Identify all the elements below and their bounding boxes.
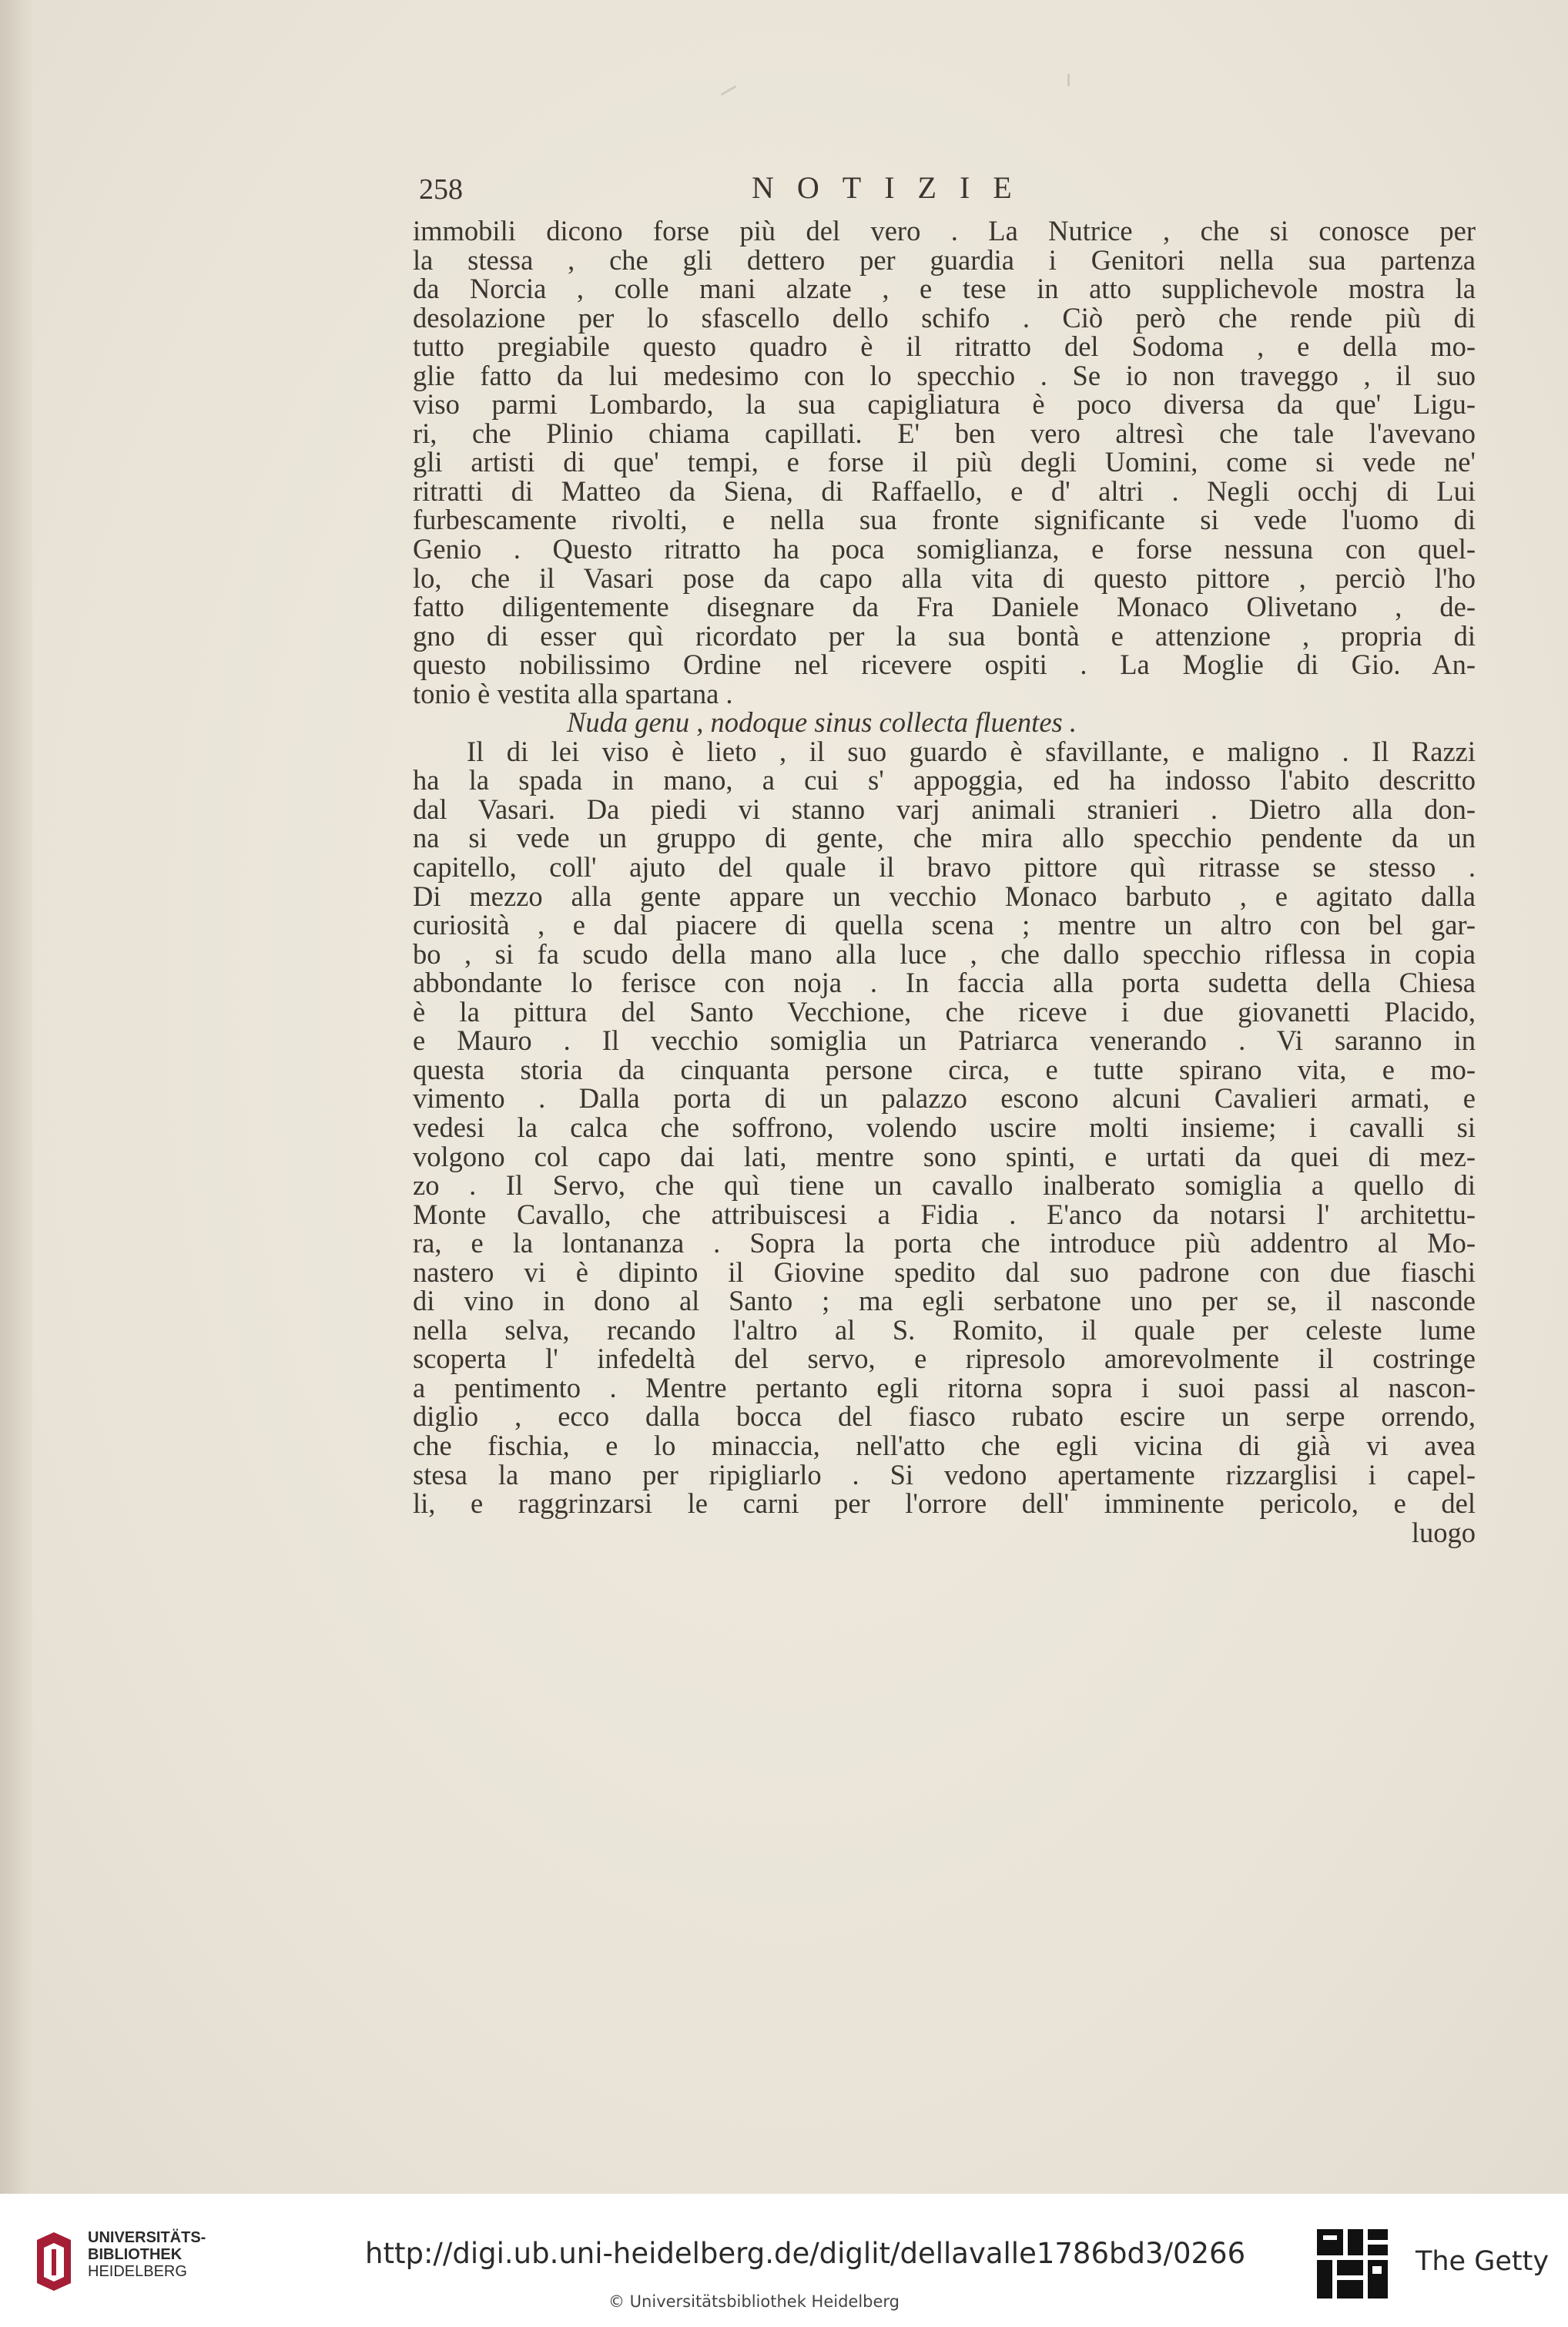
text-line: li, e raggrinzarsi le carni per l'orrore dell' imminente pericolo, e del <box>413 1487 1476 1520</box>
footer-bar <box>0 2194 1568 2327</box>
text-line: è la pittura del Santo Vecchione, che riceve i due giovanetti Placido, <box>413 995 1476 1028</box>
library-name <box>88 2229 206 2280</box>
text-line: lo, che il Vasari pose da capo alla vita di questo pittore , perciò l'ho <box>413 562 1476 594</box>
getty-logo-icon <box>1317 2229 1388 2303</box>
page-mark <box>1067 74 1070 86</box>
library-name-line: UNIVERSITÄTS- <box>88 2229 206 2246</box>
text-line: ri, che Plinio chiama capillati. E' ben vero altresì che tale l'avevano <box>413 417 1476 449</box>
text-line: dal Vasari. Da piedi vi stanno varj animali stranieri . Dietro alla don- <box>413 793 1476 825</box>
text-line: gno di esser quì ricordato per la sua bontà e attenzione , propria di <box>413 619 1476 652</box>
permalink-url[interactable]: http://digi.ub.uni-heidelberg.de/diglit/dellavalle1786bd3/0266 <box>365 2237 1246 2270</box>
body-text <box>413 216 1476 1547</box>
text-line: stesa la mano per ripigliarlo . Si vedono apertamente rizzarglisi i capel- <box>413 1458 1476 1490</box>
text-line: la stessa , che gli dettero per guardia i Genitori nella sua partenza <box>413 243 1476 276</box>
text-line: Di mezzo alla gente appare un vecchio Monaco barbuto , e agitato dalla <box>413 880 1476 912</box>
text-line: tutto pregiabile questo quadro è il ritratto del Sodoma , e della mo- <box>413 330 1476 363</box>
text-line: ha la spada in mano, a cui s' appoggia, ed ha indosso l'abito descritto <box>413 764 1476 796</box>
text-line: diglio , ecco dalla bocca del fiasco rubato escire un serpe orrendo, <box>413 1400 1476 1433</box>
text-line: questo nobilissimo Ordine nel ricevere ospiti . La Moglie di Gio. An- <box>413 649 1476 681</box>
text-line: vedesi la calca che soffrono, volendo uscire molti insieme; i cavalli si <box>413 1111 1476 1143</box>
text-line: e Mauro . Il vecchio somiglia un Patriarca venerando . Vi saranno in <box>413 1024 1476 1057</box>
library-city: HEIDELBERG <box>88 2263 187 2280</box>
text-line: viso parmi Lombardo, la sua capigliatura è poco diversa da que' Ligu- <box>413 388 1476 421</box>
text-line: glie fatto da lui medesimo con lo specchio . Se io non traveggo , il suo <box>413 359 1476 391</box>
text-line: curiosità , e dal piacere di quella scena ; mentre un altro con bel gar- <box>413 909 1476 941</box>
running-head: NOTIZIE <box>752 170 1035 205</box>
page-number: 258 <box>419 173 463 206</box>
text-line: zo . Il Servo, che quì tiene un cavallo inalberato somiglia a quello di <box>413 1169 1476 1202</box>
text-line: na si vede un gruppo di gente, che mira allo specchio pendente da un <box>413 822 1476 854</box>
text-line: desolazione per lo sfascello dello schifo . Ciò però che rende più di <box>413 301 1476 334</box>
page-mark <box>721 86 737 96</box>
page-header <box>413 166 1476 213</box>
text-line: Monte Cavallo, che attribuiscesi a Fidia . E'anco da notarsi l' architettu- <box>413 1198 1476 1230</box>
text-line: tonio è vestita alla spartana . <box>413 677 733 709</box>
heidelberg-university-library-logo-icon <box>32 2229 77 2294</box>
text-line: vimento . Dalla porta di un palazzo escono alcuni Cavalieri armati, e <box>413 1082 1476 1115</box>
text-line: scoperta l' infedeltà del servo, e ripresolo amorevolmente il costringe <box>413 1343 1476 1375</box>
text-line: di vino in dono al Santo ; ma egli serbatone uno per se, il nasconde <box>413 1285 1476 1317</box>
text-line: capitello, coll' ajuto del quale il bravo pittore quì ritrasse se stesso . <box>413 851 1476 884</box>
text-line: nella selva, recando l'altro al S. Romito, il quale per celeste lume <box>413 1313 1476 1346</box>
text-line: luogo <box>1411 1516 1476 1548</box>
text-line: bo , si fa scudo della mano alla luce , che dallo specchio riflessa in copia <box>413 937 1476 970</box>
text-line: nastero vi è dipinto il Giovine spedito dal suo padrone con due fiaschi <box>413 1256 1476 1288</box>
text-line: Il di lei viso è lieto , il suo guardo è sfavillante, e maligno . Il Razzi <box>467 735 1476 767</box>
text-line: volgono col capo dai lati, mentre sono spinti, e urtati da quei di mez- <box>413 1140 1476 1172</box>
text-line: abbondante lo ferisce con noja . In faccia alla porta sudetta della Chiesa <box>413 967 1476 999</box>
text-line: Nuda genu , nodoque sinus collecta fluentes . <box>567 706 1077 739</box>
text-line: ra, e la lontananza . Sopra la porta che introduce più addentro al Mo- <box>413 1227 1476 1259</box>
text-line: ritratti di Matteo da Siena, di Raffaello, e d' altri . Negli occhj di Lui <box>413 474 1476 507</box>
text-line: da Norcia , colle mani alzate , e tese in atto supplichevole mostra la <box>413 273 1476 305</box>
text-line: che fischia, e lo minaccia, nell'atto che egli vicina di già vi avea <box>413 1429 1476 1461</box>
text-line: immobili dicono forse più del vero . La Nutrice , che si conosce per <box>413 215 1476 246</box>
text-line: gli artisti di que' tempi, e forse il più degli Uomini, come si vede ne' <box>413 446 1476 478</box>
partner-name: The Getty <box>1416 2246 1550 2277</box>
text-line: furbescamente rivolti, e nella sua fronte significante si vede l'uomo di <box>413 504 1476 536</box>
text-line: questa storia da cinquanta persone circa, e tutte spirano vita, e mo- <box>413 1053 1476 1085</box>
text-line: fatto diligentemente disegnare da Fra Daniele Monaco Olivetano , de- <box>413 591 1476 623</box>
text-line: a pentimento . Mentre pertanto egli ritorna sopra i suoi passi al nascon- <box>413 1371 1476 1403</box>
copyright-notice: © Universitätsbibliothek Heidelberg <box>608 2292 900 2311</box>
library-name-line: BIBLIOTHEK <box>88 2246 183 2263</box>
page-binding-shadow <box>0 0 32 2194</box>
text-line: Genio . Questo ritratto ha poca somiglianza, e forse nessuna con quel- <box>413 533 1476 565</box>
